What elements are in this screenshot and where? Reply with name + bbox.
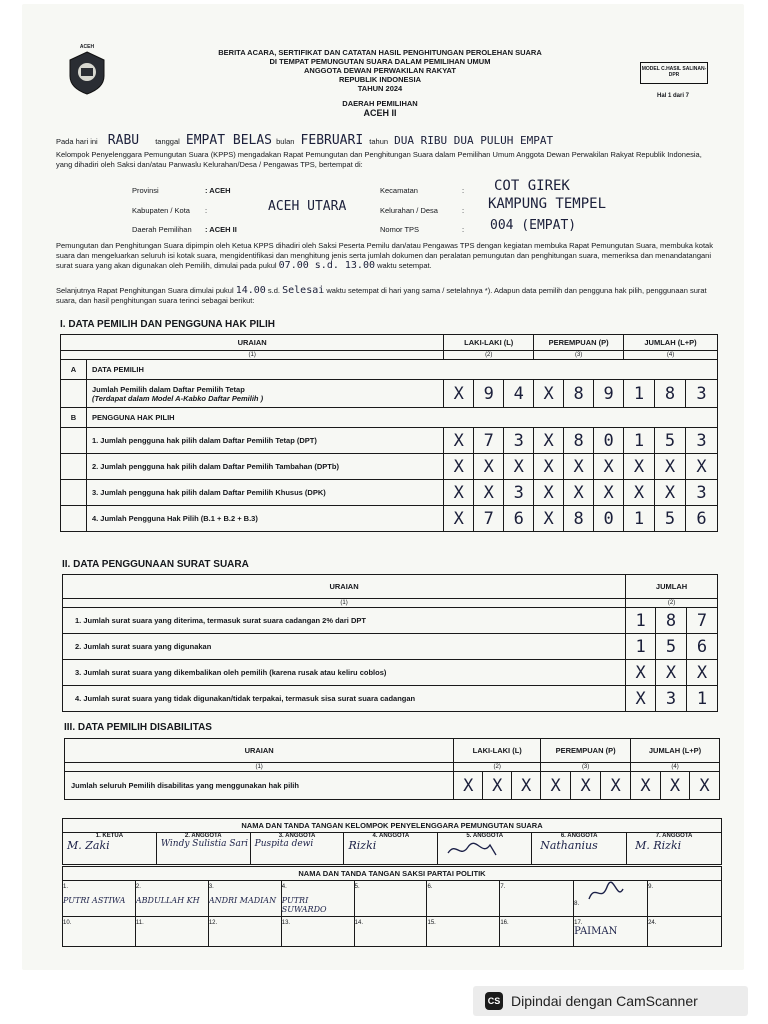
section-1-table xyxy=(60,334,718,532)
value-cell: 9 xyxy=(594,380,624,408)
value-cell: 5 xyxy=(655,506,686,532)
value-cell: 3 xyxy=(685,480,717,506)
saksi-name: PAIMAN xyxy=(574,926,618,937)
title-line: REPUBLIK INDONESIA xyxy=(338,75,422,84)
kpps-role: 7. ANGGOTA xyxy=(655,833,693,839)
value-cell: X xyxy=(444,428,474,454)
dapil-location-value: : ACEH II xyxy=(205,225,237,234)
camscanner-logo-icon: CS xyxy=(485,992,503,1010)
saksi-cell xyxy=(208,881,281,917)
value-cell: 3 xyxy=(504,428,534,454)
kecamatan-colon: : xyxy=(462,186,465,195)
kpps-role: 6. ANGGOTA xyxy=(560,833,598,839)
kpps-signature: Windy Sulistia Sari xyxy=(160,839,249,849)
dapil-location-label: Daerah Pemilihan xyxy=(132,225,192,234)
kpps-role: 5. ANGGOTA xyxy=(466,833,504,839)
value-cell: 7 xyxy=(687,608,718,634)
body-p2-end-time: Selesai xyxy=(282,285,325,296)
value-cell: X xyxy=(534,454,564,480)
value-cell: X xyxy=(534,506,564,532)
kpps-signature-cell xyxy=(156,833,250,865)
value-cell: 4 xyxy=(504,380,534,408)
value-cell: 8 xyxy=(564,428,594,454)
saksi-cell xyxy=(281,881,354,917)
value-cell: X xyxy=(661,772,690,800)
row-label: 3. Jumlah pengguna hak pilih dalam Daftar Pemilih Khusus (DPK) xyxy=(86,480,443,506)
row-label: 3. Jumlah surat suara yang dikembalikan oleh pemilih (karena rusak atau keliru coblos) xyxy=(63,660,626,686)
value-cell: 7 xyxy=(474,428,504,454)
provinsi-value: : ACEH xyxy=(205,186,231,195)
saksi-number: 6. xyxy=(427,884,433,890)
row-label-line: (Terdapat dalam Model A-Kabko Daftar Pemilih ) xyxy=(91,393,264,403)
saksi-number: 10. xyxy=(63,920,72,926)
tahun-label: tahun xyxy=(369,137,389,146)
value-cell: 6 xyxy=(687,634,718,660)
body-p1-time: 07.00 s.d. 13.00 xyxy=(278,260,375,271)
saksi-number: 14. xyxy=(354,920,363,926)
saksi-cell xyxy=(208,917,281,947)
saksi-number: 5. xyxy=(354,884,360,890)
saksi-number: 11. xyxy=(135,920,144,926)
value-cell: 1 xyxy=(624,428,655,454)
saksi-name: ANDRI MADIAN xyxy=(208,896,277,905)
row-label: Jumlah seluruh Pemilih disabilitas yang menggunakan hak pilih xyxy=(65,772,454,800)
value-cell: X xyxy=(594,480,624,506)
kpps-role: 2. ANGGOTA xyxy=(184,833,222,839)
table-row xyxy=(61,380,718,408)
title-line: DI TEMPAT PEMUNGUTAN SUARA DALAM PEMILIHAN UMUM xyxy=(269,57,491,66)
col-number: (4) xyxy=(624,351,718,360)
saksi-cell xyxy=(354,917,427,947)
tps-value: 004 (EMPAT) xyxy=(490,218,577,233)
saksi-number: 1. xyxy=(63,884,69,890)
body-p1-text: Pemungutan dan Penghitungan Suara dipimpin oleh Ketua KPPS dihadiri oleh Saksi Peserta Pemilu dan/atau Pengawas TPS dengan kegiatan membuka Rapat Pemungutan Suara, membuka kotak suara dan mengeluarkan seluruh isi kotak suara, mengidentifikasi dan menghitung jenis serta jumlah dokumen dan peralatan pemungutan dan penghitungan suara, memeriksa dan menandatangani surat suara yang akan digunakan oleh Pemilih, dimulai pada pukul xyxy=(56,241,713,270)
value-cell: X xyxy=(689,772,719,800)
table-row xyxy=(61,428,718,454)
saksi-cell xyxy=(648,917,722,947)
kpps-role: 4. ANGGOTA xyxy=(372,833,410,839)
row-label: 2. Jumlah pengguna hak pilih dalam Daftar Pemilih Tambahan (DPTb) xyxy=(86,454,443,480)
value-cell: X xyxy=(534,380,564,408)
kabupaten-value: ACEH UTARA xyxy=(268,199,347,214)
table-row xyxy=(65,772,720,800)
saksi-number: 15. xyxy=(427,920,436,926)
value-cell: X xyxy=(534,428,564,454)
body-paragraph-1 xyxy=(56,241,720,271)
value-cell: X xyxy=(626,660,656,686)
row-label: 2. Jumlah surat suara yang digunakan xyxy=(63,634,626,660)
col-number: (2) xyxy=(444,351,534,360)
kpps-signature-cell xyxy=(532,833,627,865)
saksi-cell xyxy=(354,881,427,917)
value-cell: X xyxy=(512,772,541,800)
kpps-signature: Nathanius xyxy=(540,839,598,852)
body-p2-start: Selanjutnya Rapat Penghitungan Suara dimulai pukul xyxy=(56,286,234,295)
header-uraian: URAIAN xyxy=(65,739,454,763)
value-cell: 3 xyxy=(685,428,717,454)
value-cell: 8 xyxy=(655,380,686,408)
saksi-cell xyxy=(574,881,648,917)
kpps-signature: M. Zaki xyxy=(67,839,110,852)
section-2-title: II. DATA PENGGUNAAN SURAT SUARA xyxy=(62,559,249,570)
value-cell: X xyxy=(474,454,504,480)
section-3-title: III. DATA PEMILIH DISABILITAS xyxy=(64,722,212,733)
value-cell: X xyxy=(444,506,474,532)
kelurahan-colon: : xyxy=(462,206,465,215)
kpps-signature-table xyxy=(62,818,722,865)
value-cell: X xyxy=(687,660,718,686)
col-number: (1) xyxy=(63,599,626,608)
saksi-number: 4. xyxy=(281,884,287,890)
kpps-signature-cell xyxy=(344,833,438,865)
saksi-name: ABDULLAH KH xyxy=(135,896,200,905)
row-label: 1. Jumlah pengguna hak pilih dalam Daftar Pemilih Tetap (DPT) xyxy=(86,428,443,454)
value-cell: X xyxy=(534,480,564,506)
kpps-signature-cell xyxy=(438,833,532,865)
saksi-title: NAMA DAN TANDA TANGAN SAKSI PARTAI POLITIK xyxy=(63,867,722,881)
kpps-signature-cell xyxy=(627,833,722,865)
saksi-cell xyxy=(135,917,208,947)
body-p1-end: waktu setempat. xyxy=(377,261,432,270)
bulan-label: bulan xyxy=(276,137,295,146)
saksi-name: PUTRI SUWARDO xyxy=(281,896,327,914)
saksi-cell xyxy=(427,917,500,947)
value-cell: 1 xyxy=(687,686,718,712)
dapil-value: ACEH II xyxy=(363,108,397,118)
col-number: (4) xyxy=(631,763,720,772)
body-p2-start-time: 14.00 xyxy=(235,285,266,296)
value-cell: X xyxy=(601,772,631,800)
value-cell: 1 xyxy=(624,380,655,408)
table-row xyxy=(63,686,718,712)
kecamatan-label: Kecamatan xyxy=(380,186,418,195)
value-cell: 1 xyxy=(626,634,656,660)
value-cell: X xyxy=(624,480,655,506)
col-number: (2) xyxy=(454,763,541,772)
page-info: Hal 1 dari 7 xyxy=(656,93,689,99)
value-cell: 3 xyxy=(656,686,687,712)
tahun-value: DUA RIBU DUA PULUH EMPAT xyxy=(394,134,554,147)
col-number: (1) xyxy=(61,351,444,360)
table-row xyxy=(63,660,718,686)
value-cell: X xyxy=(631,772,661,800)
row-label: 4. Jumlah Pengguna Hak Pilih (B.1 + B.2 + B.3) xyxy=(86,506,443,532)
kpps-signature: Puspita dewi xyxy=(254,839,314,849)
saksi-number: 2. xyxy=(135,884,141,890)
saksi-number: 12. xyxy=(208,920,218,926)
kpps-role: 1. KETUA xyxy=(95,833,124,839)
kpps-signature: M. Rizki xyxy=(635,839,682,852)
hari-value: RABU xyxy=(107,133,140,148)
row-label: 4. Jumlah surat suara yang tidak digunakan/tidak terpakai, termasuk sisa surat suara cadangan xyxy=(63,686,626,712)
saksi-name: PUTRI ASTIWA xyxy=(63,896,126,905)
model-box-label: MODEL C.HASIL SALINAN-DPR xyxy=(641,66,707,78)
tps-colon: : xyxy=(462,225,465,234)
saksi-cell xyxy=(63,881,136,917)
saksi-cell xyxy=(135,881,208,917)
value-cell: X xyxy=(444,480,474,506)
body-p2-rest: waktu setempat di hari yang sama / setelahnya *). Adapun data pemilih dan pengguna hak pilih, penggunaan surat suara, dan hasil penghitungan suara terinci sebagai berikut: xyxy=(56,286,707,305)
table-row xyxy=(61,480,718,506)
value-cell: X xyxy=(504,454,534,480)
value-cell: X xyxy=(564,480,594,506)
header-perempuan: PEREMPUAN (P) xyxy=(534,335,624,351)
value-cell: 0 xyxy=(594,428,624,454)
col-number: (2) xyxy=(626,599,718,608)
tanggal-value: EMPAT BELAS xyxy=(185,133,272,148)
value-cell: X xyxy=(594,454,624,480)
model-box xyxy=(640,62,708,84)
provinsi-label: Provinsi xyxy=(132,186,159,195)
intro-paragraph: Kelompok Penyelenggara Pemungutan Suara (KPPS) mengadakan Rapat Pemungutan dan Penghitungan Suara dalam Pemilihan Umum Anggota Dewan Perwakilan Rakyat Republik Indonesia, yang dihadiri oleh Saksi dan/atau Panwaslu Kelurahan/Desa / Pengawas TPS, bertempat di: xyxy=(56,150,702,169)
kabupaten-colon: : xyxy=(205,206,208,215)
group-a-letter: A xyxy=(61,360,87,380)
value-cell: 3 xyxy=(685,380,717,408)
tanggal-label: tanggal xyxy=(155,137,180,146)
saksi-cell xyxy=(500,917,574,947)
header-laki: LAKI-LAKI (L) xyxy=(444,335,534,351)
logo-caption: ACEH xyxy=(79,44,95,50)
camscanner-watermark xyxy=(473,986,748,1016)
value-cell: X xyxy=(655,480,686,506)
saksi-number: 9. xyxy=(648,884,654,890)
value-cell: X xyxy=(564,454,594,480)
kpps-signature: Rizki xyxy=(348,839,377,852)
value-cell: X xyxy=(655,454,686,480)
saksi-number: 16. xyxy=(500,920,509,926)
intro-label: Pada hari ini xyxy=(56,137,98,146)
value-cell: X xyxy=(624,454,655,480)
saksi-number: 24. xyxy=(648,920,657,926)
table-row xyxy=(61,506,718,532)
table-row xyxy=(61,454,718,480)
saksi-number: 13. xyxy=(281,920,291,926)
col-number: (1) xyxy=(65,763,454,772)
kpps-role: 3. ANGGOTA xyxy=(278,833,316,839)
value-cell: X xyxy=(483,772,512,800)
saksi-number: 7. xyxy=(500,884,506,890)
row-label xyxy=(86,380,443,408)
value-cell: 8 xyxy=(564,380,594,408)
value-cell: 8 xyxy=(656,608,687,634)
body-p2-sd: s.d. xyxy=(267,286,281,295)
value-cell: 6 xyxy=(504,506,534,532)
value-cell: 3 xyxy=(504,480,534,506)
value-cell: 5 xyxy=(655,428,686,454)
header-uraian: URAIAN xyxy=(61,335,444,351)
row-label-line: Jumlah Pemilih dalam Daftar Pemilih Tetap xyxy=(91,384,245,394)
body-paragraph-2 xyxy=(56,286,720,306)
signature-scribble-icon xyxy=(438,839,508,861)
kpu-logo xyxy=(66,44,108,106)
kpu-emblem-icon xyxy=(66,50,108,96)
group-a-title: DATA PEMILIH xyxy=(86,360,717,380)
value-cell: X xyxy=(444,380,474,408)
value-cell: 0 xyxy=(594,506,624,532)
value-cell: X xyxy=(444,454,474,480)
saksi-signature-table xyxy=(62,866,722,947)
bulan-value: FEBRUARI xyxy=(300,133,364,148)
title-line: ANGGOTA DEWAN PERWAKILAN RAKYAT xyxy=(304,66,456,75)
kpps-signature-cell xyxy=(63,833,157,865)
header-jumlah: JUMLAH xyxy=(626,575,718,599)
section-3-table xyxy=(64,738,720,800)
saksi-cell xyxy=(281,917,354,947)
value-cell: 8 xyxy=(564,506,594,532)
header-uraian: URAIAN xyxy=(63,575,626,599)
value-cell: X xyxy=(626,686,656,712)
kelurahan-value: KAMPUNG TEMPEL xyxy=(488,196,607,212)
row-label: 1. Jumlah surat suara yang diterima, termasuk surat suara cadangan 2% dari DPT xyxy=(63,608,626,634)
kabupaten-label: Kabupaten / Kota xyxy=(132,206,190,215)
title-line: BERITA ACARA, SERTIFIKAT DAN CATATAN HASIL PENGHITUNGAN PEROLEHAN SUARA xyxy=(218,48,542,57)
value-cell: 7 xyxy=(474,506,504,532)
saksi-number: 17. xyxy=(574,920,583,926)
kpps-signature-cell xyxy=(250,833,344,865)
header-jumlah: JUMLAH (L+P) xyxy=(631,739,720,763)
kelurahan-label: Kelurahan / Desa xyxy=(380,206,438,215)
col-number: (3) xyxy=(541,763,631,772)
section-2-table xyxy=(62,574,718,712)
header-laki: LAKI-LAKI (L) xyxy=(454,739,541,763)
value-cell: X xyxy=(656,660,687,686)
section-1-title: I. DATA PEMILIH DAN PENGGUNA HAK PILIH xyxy=(60,319,275,330)
value-cell: X xyxy=(454,772,483,800)
saksi-cell xyxy=(574,917,648,947)
camscanner-text: Dipindai dengan CamScanner xyxy=(511,993,698,1009)
title-line: TAHUN 2024 xyxy=(357,84,403,93)
saksi-number: 3. xyxy=(208,884,214,890)
col-number: (3) xyxy=(534,351,624,360)
saksi-number: 8. xyxy=(574,901,580,907)
saksi-cell xyxy=(648,881,722,917)
value-cell: X xyxy=(685,454,717,480)
table-row xyxy=(63,608,718,634)
tps-label: Nomor TPS xyxy=(380,225,420,234)
kpps-title: NAMA DAN TANDA TANGAN KELOMPOK PENYELENGGARA PEMUNGUTAN SUARA xyxy=(63,819,722,833)
kecamatan-value: COT GIREK xyxy=(494,178,570,194)
saksi-cell xyxy=(63,917,136,947)
value-cell: 1 xyxy=(624,506,655,532)
table-row xyxy=(63,634,718,660)
value-cell: X xyxy=(571,772,601,800)
value-cell: 1 xyxy=(626,608,656,634)
value-cell: 9 xyxy=(474,380,504,408)
header-jumlah: JUMLAH (L+P) xyxy=(624,335,718,351)
value-cell: 6 xyxy=(685,506,717,532)
group-b-letter: B xyxy=(61,408,87,428)
value-cell: 5 xyxy=(656,634,687,660)
header-perempuan: PEREMPUAN (P) xyxy=(541,739,631,763)
dapil-heading: DAERAH PEMILIHAN xyxy=(342,99,418,108)
signature-scribble-icon xyxy=(581,881,631,905)
value-cell: X xyxy=(474,480,504,506)
group-b-title: PENGGUNA HAK PILIH xyxy=(86,408,717,428)
saksi-cell xyxy=(500,881,574,917)
value-cell: X xyxy=(541,772,571,800)
document-title xyxy=(180,48,580,118)
intro-line xyxy=(56,133,716,148)
saksi-cell xyxy=(427,881,500,917)
